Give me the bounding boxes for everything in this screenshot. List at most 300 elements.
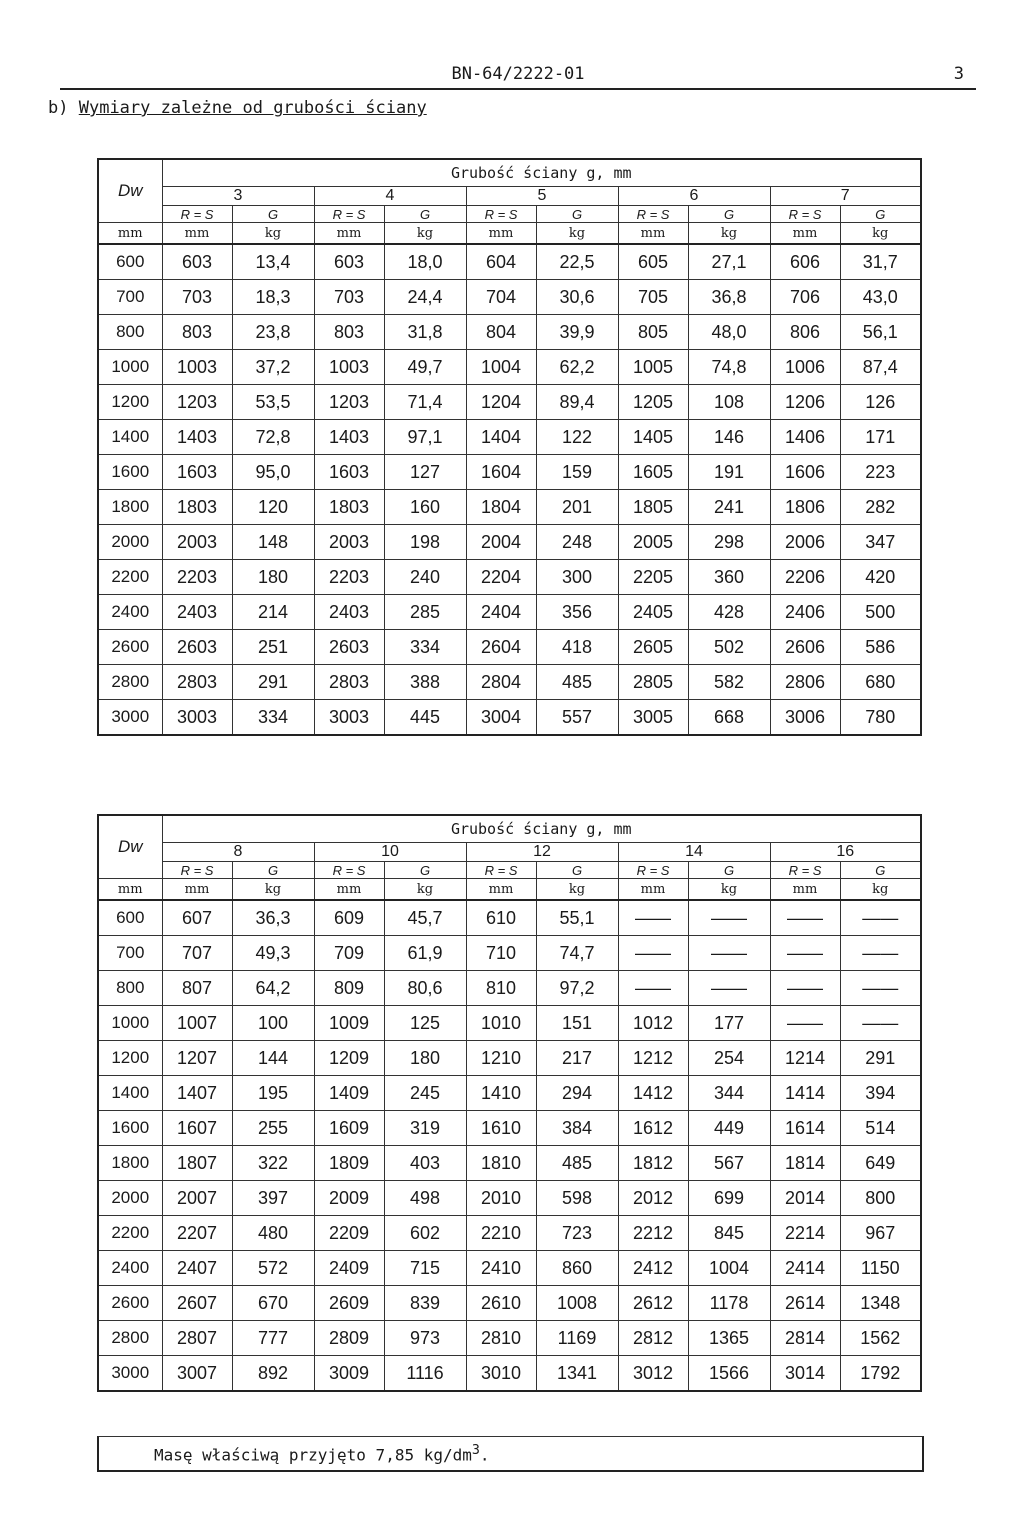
table-cell: 3004 [466, 700, 536, 736]
table-cell: —— [688, 936, 770, 971]
dw-value-cell: 3000 [98, 1356, 162, 1392]
table-cell: 2404 [466, 595, 536, 630]
table-cell: 291 [232, 665, 314, 700]
dw-value-cell: 1800 [98, 1146, 162, 1181]
table-cell: 1012 [618, 1006, 688, 1041]
unit-kg: kg [688, 879, 770, 901]
table-cell: 122 [536, 420, 618, 455]
table-row [98, 1041, 921, 1076]
radius-header: R = S [314, 206, 384, 223]
table-cell: 500 [840, 595, 921, 630]
table-cell: 294 [536, 1076, 618, 1111]
table-cell: 1365 [688, 1321, 770, 1356]
header-row-units [98, 879, 921, 901]
table-cell: 72,8 [232, 420, 314, 455]
document-number: BN-64/2222-01 [451, 64, 585, 84]
dw-header: Dw [98, 159, 162, 223]
header-row-group [98, 159, 921, 187]
table-row [98, 630, 921, 665]
note-superscript: 3 [471, 1443, 480, 1458]
table-row [98, 315, 921, 350]
table-cell: 1409 [314, 1076, 384, 1111]
table-cell: 703 [314, 280, 384, 315]
table-cell: 180 [232, 560, 314, 595]
wall-thickness-header: Grubość ściany g, mm [162, 159, 921, 187]
radius-header: R = S [618, 206, 688, 223]
table-cell: 860 [536, 1251, 618, 1286]
dw-value-cell: 2400 [98, 595, 162, 630]
table-cell: 2005 [618, 525, 688, 560]
table-row [98, 1006, 921, 1041]
table-cell: 705 [618, 280, 688, 315]
table-cell: —— [618, 900, 688, 936]
dimensions-table-thin-walls [97, 158, 922, 736]
table-cell: 74,8 [688, 350, 770, 385]
table-cell: 30,6 [536, 280, 618, 315]
table-cell: 3003 [162, 700, 232, 736]
thickness-header: 7 [770, 187, 921, 206]
dw-value-cell: 3000 [98, 700, 162, 736]
table-cell: 397 [232, 1181, 314, 1216]
table-cell: 480 [232, 1216, 314, 1251]
table-cell: 803 [162, 315, 232, 350]
table-cell: 18,3 [232, 280, 314, 315]
table-cell: 1206 [770, 385, 840, 420]
table-cell: 319 [384, 1111, 466, 1146]
table-row [98, 560, 921, 595]
thickness-header: 8 [162, 843, 314, 862]
table-row [98, 350, 921, 385]
table-row [98, 1216, 921, 1251]
radius-header: R = S [770, 206, 840, 223]
table-row [98, 1321, 921, 1356]
table-cell: 3014 [770, 1356, 840, 1392]
table-cell: 1207 [162, 1041, 232, 1076]
table-cell: 61,9 [384, 936, 466, 971]
table-cell: 807 [162, 971, 232, 1006]
dw-value-cell: 1200 [98, 1041, 162, 1076]
section-subtitle [48, 98, 427, 118]
table-cell: 282 [840, 490, 921, 525]
note-text: Masę właściwą przyjęto 7,85 kg/dm [154, 1445, 472, 1465]
unit-kg: kg [536, 223, 618, 245]
thickness-header: 4 [314, 187, 466, 206]
table-cell: 1203 [162, 385, 232, 420]
dw-value-cell: 1000 [98, 350, 162, 385]
table-row [98, 455, 921, 490]
table-cell: 780 [840, 700, 921, 736]
dw-value-cell: 1400 [98, 420, 162, 455]
thickness-header: 3 [162, 187, 314, 206]
table-cell: 177 [688, 1006, 770, 1041]
table-cell: 1004 [688, 1251, 770, 1286]
mass-header: G [536, 862, 618, 879]
table-cell: —— [618, 971, 688, 1006]
table-cell: 2812 [618, 1321, 688, 1356]
table-cell: 428 [688, 595, 770, 630]
table-cell: 606 [770, 244, 840, 280]
table-cell: 1606 [770, 455, 840, 490]
table-cell: —— [840, 936, 921, 971]
table-cell: 703 [162, 280, 232, 315]
table-cell: 603 [314, 244, 384, 280]
dw-value-cell: 600 [98, 244, 162, 280]
table-cell: 2606 [770, 630, 840, 665]
table-cell: 582 [688, 665, 770, 700]
table-cell: 2010 [466, 1181, 536, 1216]
table-cell: 668 [688, 700, 770, 736]
table-cell: 707 [162, 936, 232, 971]
dw-value-cell: 2400 [98, 1251, 162, 1286]
unit-kg: kg [384, 223, 466, 245]
table-row [98, 700, 921, 736]
table-cell: 2403 [162, 595, 232, 630]
table-cell: 71,4 [384, 385, 466, 420]
table-cell: 709 [314, 936, 384, 971]
header-row-sub [98, 862, 921, 879]
table-cell: 240 [384, 560, 466, 595]
table-cell: 2210 [466, 1216, 536, 1251]
table-row [98, 1286, 921, 1321]
dw-value-cell: 2000 [98, 525, 162, 560]
dw-value-cell: 1600 [98, 1111, 162, 1146]
table-cell: 1212 [618, 1041, 688, 1076]
table-cell: 1003 [162, 350, 232, 385]
table-cell: 2406 [770, 595, 840, 630]
table-cell: 1610 [466, 1111, 536, 1146]
table-cell: 31,7 [840, 244, 921, 280]
mass-header: G [232, 862, 314, 879]
table-cell: 1204 [466, 385, 536, 420]
table-cell: 48,0 [688, 315, 770, 350]
table-cell: 2004 [466, 525, 536, 560]
table-cell: 394 [840, 1076, 921, 1111]
table-cell: 514 [840, 1111, 921, 1146]
table-cell: 2203 [162, 560, 232, 595]
table-cell: 248 [536, 525, 618, 560]
dw-unit: mm [98, 879, 162, 901]
table-cell: 3009 [314, 1356, 384, 1392]
table-cell: 2604 [466, 630, 536, 665]
table-cell: 195 [232, 1076, 314, 1111]
table-cell: 2403 [314, 595, 384, 630]
table-cell: 2204 [466, 560, 536, 595]
table-cell: 567 [688, 1146, 770, 1181]
table-cell: 2207 [162, 1216, 232, 1251]
table-cell: 2405 [618, 595, 688, 630]
table-row [98, 1076, 921, 1111]
table-cell: 1806 [770, 490, 840, 525]
table-cell: 1010 [466, 1006, 536, 1041]
table-row [98, 900, 921, 936]
table-row [98, 1356, 921, 1392]
table-cell: 87,4 [840, 350, 921, 385]
table-cell: 1203 [314, 385, 384, 420]
unit-kg: kg [840, 223, 921, 245]
table-cell: —— [688, 900, 770, 936]
table-cell: 2203 [314, 560, 384, 595]
table-cell: 2806 [770, 665, 840, 700]
table-row [98, 936, 921, 971]
table-row [98, 490, 921, 525]
table-cell: 1809 [314, 1146, 384, 1181]
unit-mm: mm [770, 879, 840, 901]
table-cell: 49,7 [384, 350, 466, 385]
table-cell: 298 [688, 525, 770, 560]
mass-header: G [536, 206, 618, 223]
table-cell: 602 [384, 1216, 466, 1251]
header-row-units [98, 223, 921, 245]
unit-mm: mm [162, 223, 232, 245]
table-cell: 973 [384, 1321, 466, 1356]
table-cell: 3010 [466, 1356, 536, 1392]
table-cell: 670 [232, 1286, 314, 1321]
table-row [98, 665, 921, 700]
header-row-thickness [98, 843, 921, 862]
table-cell: 1003 [314, 350, 384, 385]
table-cell: —— [840, 971, 921, 1006]
table-cell: 1169 [536, 1321, 618, 1356]
table-cell: 572 [232, 1251, 314, 1286]
table-cell: 1605 [618, 455, 688, 490]
unit-mm: mm [618, 223, 688, 245]
table-cell: 2607 [162, 1286, 232, 1321]
table-cell: 2012 [618, 1181, 688, 1216]
table-cell: 171 [840, 420, 921, 455]
table-cell: 159 [536, 455, 618, 490]
table-cell: 100 [232, 1006, 314, 1041]
unit-kg: kg [840, 879, 921, 901]
table-cell: 586 [840, 630, 921, 665]
table-cell: 485 [536, 665, 618, 700]
table-cell: 245 [384, 1076, 466, 1111]
unit-kg: kg [536, 879, 618, 901]
mass-header: G [384, 206, 466, 223]
table-cell: 1807 [162, 1146, 232, 1181]
table-row [98, 525, 921, 560]
density-note [97, 1436, 924, 1472]
table-cell: 49,3 [232, 936, 314, 971]
mass-header: G [688, 206, 770, 223]
table-cell: 97,1 [384, 420, 466, 455]
header-row-group [98, 815, 921, 843]
unit-mm: mm [314, 223, 384, 245]
table-cell: 2206 [770, 560, 840, 595]
table-cell: —— [770, 900, 840, 936]
table-cell: 360 [688, 560, 770, 595]
table-cell: —— [770, 936, 840, 971]
table-cell: 1150 [840, 1251, 921, 1286]
dw-value-cell: 1200 [98, 385, 162, 420]
table-cell: 604 [466, 244, 536, 280]
table-row [98, 280, 921, 315]
table-cell: 1405 [618, 420, 688, 455]
table-cell: 2609 [314, 1286, 384, 1321]
dw-value-cell: 2800 [98, 1321, 162, 1356]
table-cell: 502 [688, 630, 770, 665]
dw-value-cell: 800 [98, 315, 162, 350]
unit-mm: mm [466, 223, 536, 245]
table-cell: 2603 [162, 630, 232, 665]
table-cell: 2407 [162, 1251, 232, 1286]
table-cell: 3003 [314, 700, 384, 736]
table-row [98, 971, 921, 1006]
table-cell: 254 [688, 1041, 770, 1076]
table-cell: 148 [232, 525, 314, 560]
table-cell: 291 [840, 1041, 921, 1076]
table-cell: 18,0 [384, 244, 466, 280]
table-cell: 605 [618, 244, 688, 280]
table-cell: 180 [384, 1041, 466, 1076]
table-row [98, 1251, 921, 1286]
table-cell: 1814 [770, 1146, 840, 1181]
unit-kg: kg [232, 223, 314, 245]
table-cell: 1614 [770, 1111, 840, 1146]
dw-value-cell: 1000 [98, 1006, 162, 1041]
table-cell: 384 [536, 1111, 618, 1146]
table-cell: 1178 [688, 1286, 770, 1321]
table-cell: 449 [688, 1111, 770, 1146]
thickness-header: 14 [618, 843, 770, 862]
table-cell: 2214 [770, 1216, 840, 1251]
dw-header: Dw [98, 815, 162, 879]
table-cell: 2006 [770, 525, 840, 560]
table-cell: 2805 [618, 665, 688, 700]
table-cell: 1612 [618, 1111, 688, 1146]
table-cell: 805 [618, 315, 688, 350]
table-cell: 715 [384, 1251, 466, 1286]
table-cell: 2003 [314, 525, 384, 560]
table-cell: 108 [688, 385, 770, 420]
table-cell: 285 [384, 595, 466, 630]
table-cell: 2205 [618, 560, 688, 595]
table-cell: 1205 [618, 385, 688, 420]
table-cell: 126 [840, 385, 921, 420]
header-row-thickness [98, 187, 921, 206]
table-cell: 217 [536, 1041, 618, 1076]
table-row [98, 595, 921, 630]
thickness-header: 10 [314, 843, 466, 862]
mass-header: G [384, 862, 466, 879]
table-cell: 1604 [466, 455, 536, 490]
table-cell: —— [770, 1006, 840, 1041]
section-letter: b) [48, 98, 69, 118]
table-cell: 13,4 [232, 244, 314, 280]
table-cell: 2410 [466, 1251, 536, 1286]
unit-kg: kg [384, 879, 466, 901]
table-cell: 892 [232, 1356, 314, 1392]
dw-value-cell: 2800 [98, 665, 162, 700]
table-cell: 146 [688, 420, 770, 455]
table-cell: 97,2 [536, 971, 618, 1006]
table-cell: 120 [232, 490, 314, 525]
table-cell: 1004 [466, 350, 536, 385]
table-cell: 22,5 [536, 244, 618, 280]
table-cell: 1403 [314, 420, 384, 455]
table-cell: 1414 [770, 1076, 840, 1111]
radius-header: R = S [618, 862, 688, 879]
table-cell: 62,2 [536, 350, 618, 385]
table-cell: 2009 [314, 1181, 384, 1216]
dw-value-cell: 800 [98, 971, 162, 1006]
table-cell: 1210 [466, 1041, 536, 1076]
table-cell: 27,1 [688, 244, 770, 280]
table-cell: 2007 [162, 1181, 232, 1216]
radius-header: R = S [466, 206, 536, 223]
header-row-sub [98, 206, 921, 223]
table-cell: 64,2 [232, 971, 314, 1006]
table-cell: 800 [840, 1181, 921, 1216]
table-cell: 37,2 [232, 350, 314, 385]
table-cell: 403 [384, 1146, 466, 1181]
table-cell: 1407 [162, 1076, 232, 1111]
table-cell: 95,0 [232, 455, 314, 490]
unit-kg: kg [688, 223, 770, 245]
table-cell: 804 [466, 315, 536, 350]
table-cell: 127 [384, 455, 466, 490]
table-cell: 777 [232, 1321, 314, 1356]
table-cell: 1805 [618, 490, 688, 525]
table-cell: 2804 [466, 665, 536, 700]
table-cell: 334 [232, 700, 314, 736]
table-cell: 2614 [770, 1286, 840, 1321]
table-cell: 723 [536, 1216, 618, 1251]
table-row [98, 244, 921, 280]
table-cell: 445 [384, 700, 466, 736]
table-cell: 251 [232, 630, 314, 665]
dimensions-table-thick-walls [97, 814, 922, 1392]
table-cell: 1341 [536, 1356, 618, 1392]
table-cell: 300 [536, 560, 618, 595]
table-cell: 1404 [466, 420, 536, 455]
radius-header: R = S [466, 862, 536, 879]
table-cell: 1209 [314, 1041, 384, 1076]
table-cell: 1804 [466, 490, 536, 525]
table-cell: 598 [536, 1181, 618, 1216]
table-cell: 1603 [162, 455, 232, 490]
table-cell: 706 [770, 280, 840, 315]
table-cell: 255 [232, 1111, 314, 1146]
table-cell: 2409 [314, 1251, 384, 1286]
table-cell: 3012 [618, 1356, 688, 1392]
dw-value-cell: 600 [98, 900, 162, 936]
table-cell: 45,7 [384, 900, 466, 936]
page-header [60, 62, 976, 90]
thickness-header: 6 [618, 187, 770, 206]
table-cell: 1607 [162, 1111, 232, 1146]
table-cell: 1348 [840, 1286, 921, 1321]
table-cell: 610 [466, 900, 536, 936]
table-cell: 1008 [536, 1286, 618, 1321]
table-cell: 356 [536, 595, 618, 630]
table-cell: —— [618, 936, 688, 971]
table-cell: 191 [688, 455, 770, 490]
table-cell: 36,3 [232, 900, 314, 936]
table-cell: 214 [232, 595, 314, 630]
table-cell: 322 [232, 1146, 314, 1181]
table-cell: 1214 [770, 1041, 840, 1076]
dw-value-cell: 1600 [98, 455, 162, 490]
table-cell: 806 [770, 315, 840, 350]
table-cell: 1812 [618, 1146, 688, 1181]
table-cell: 1792 [840, 1356, 921, 1392]
table-cell: 344 [688, 1076, 770, 1111]
table-cell: 2809 [314, 1321, 384, 1356]
thickness-header: 12 [466, 843, 618, 862]
table-cell: 557 [536, 700, 618, 736]
table-cell: 31,8 [384, 315, 466, 350]
table-cell: 2810 [466, 1321, 536, 1356]
